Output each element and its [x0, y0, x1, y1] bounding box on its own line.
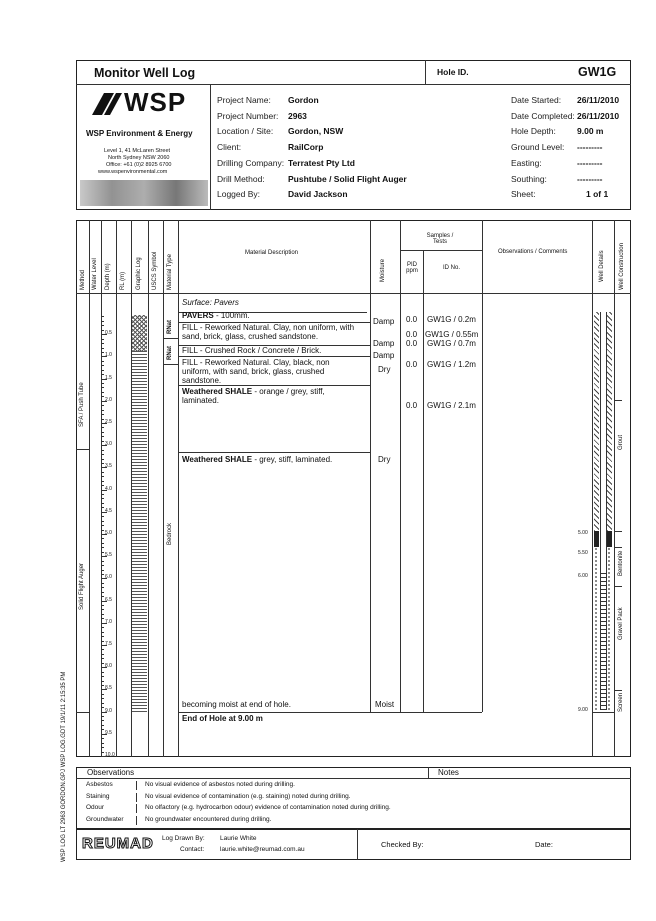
depth-minor-tick	[101, 405, 104, 406]
depth-minor-tick	[101, 627, 104, 628]
col-observations: Observations / Comments	[498, 249, 568, 255]
info-field-value: 26/11/2010	[577, 110, 620, 121]
observation-divider	[136, 793, 137, 802]
project-field-label: Project Number:	[217, 110, 279, 121]
depth-minor-tick	[101, 441, 104, 442]
depth-minor-tick	[101, 641, 104, 642]
info-field-value: 1 of 1	[586, 189, 609, 200]
depth-tick-label: 3.0	[105, 441, 112, 448]
moisture-4: Dry	[378, 365, 391, 374]
info-field-label: Date Completed:	[511, 110, 575, 121]
depth-minor-tick	[101, 339, 104, 340]
depth-minor-tick	[101, 658, 104, 659]
well-grout-left	[594, 312, 599, 531]
desc-pavers: PAVERS - 100mm.	[182, 311, 250, 320]
depth-minor-tick	[101, 609, 104, 610]
observation-divider	[136, 816, 137, 825]
well-bentonite-right	[607, 531, 612, 547]
drawn-by: Laurie White	[220, 835, 257, 842]
well-depth-4: 9.00	[578, 707, 588, 713]
header-photo-strip	[80, 180, 208, 206]
depth-minor-tick	[101, 570, 104, 571]
material-type-2: RNat	[167, 345, 173, 360]
well-depth-3: 6.00	[578, 573, 588, 579]
desc-shale-2: Weathered SHALE - grey, stiff, laminated.	[182, 455, 333, 464]
depth-minor-tick	[101, 694, 104, 695]
depth-minor-tick	[101, 636, 104, 637]
depth-minor-tick	[101, 414, 104, 415]
depth-tick-label: 0.5	[105, 330, 112, 337]
depth-minor-tick	[101, 605, 104, 606]
depth-minor-tick	[101, 343, 104, 344]
project-field-label: Logged By:	[217, 189, 261, 200]
well-label-bentonite: Bentonite	[618, 550, 624, 576]
well-label-screen: Screen	[618, 692, 624, 712]
depth-minor-tick	[101, 583, 104, 584]
col-uscs: USCS Symbol	[152, 251, 158, 290]
project-field-value: Terratest Pty Ltd	[288, 157, 355, 168]
depth-tick-label: 2.0	[105, 396, 112, 403]
depth-minor-tick	[101, 614, 104, 615]
depth-tick-label: 1.5	[105, 374, 112, 381]
depth-minor-tick	[101, 738, 104, 739]
depth-minor-tick	[101, 716, 104, 717]
depth-minor-tick	[101, 392, 104, 393]
depth-tick-label: 8.5	[105, 685, 112, 692]
depth-tick-label: 4.0	[105, 485, 112, 492]
depth-tick-label: 8.0	[105, 663, 112, 670]
sample-id-4: GW1G / 1.2m	[427, 360, 476, 369]
info-field-label: Sheet:	[511, 189, 536, 200]
depth-minor-tick	[101, 485, 104, 486]
info-field-label: Hole Depth:	[511, 126, 556, 137]
wsp-logo	[90, 89, 124, 122]
col-moisture: Moisture	[380, 258, 386, 282]
contact-label: Contact:	[180, 846, 205, 853]
col-well-details: Well Details	[599, 250, 605, 282]
well-grout-right	[607, 312, 612, 531]
depth-minor-tick	[101, 374, 104, 375]
observation-divider	[136, 804, 137, 813]
graphic-shale	[132, 351, 147, 712]
depth-minor-tick	[101, 365, 104, 366]
project-field-value: Gordon, NSW	[288, 126, 344, 137]
pid-3: 0.0	[406, 339, 418, 348]
col-depth: Depth (m)	[105, 263, 111, 290]
side-footer-text: WSP LOG LT 2963 GORDON.GPJ WSP LOG.GDT 19/1/11 2:15:35 PM	[61, 671, 67, 862]
well-bentonite-left	[594, 531, 599, 547]
observations-title: Observations	[87, 768, 135, 777]
depth-minor-tick	[101, 348, 104, 349]
depth-minor-tick	[101, 396, 104, 397]
depth-minor-tick	[101, 707, 104, 708]
col-material-type: Material Type	[167, 254, 173, 290]
depth-minor-tick	[101, 481, 104, 482]
depth-minor-tick	[101, 596, 104, 597]
col-water-level: Water Level	[92, 258, 98, 290]
wsp-logo-text: WSP	[124, 87, 187, 117]
moisture-3: Damp	[373, 351, 395, 360]
depth-minor-tick	[101, 419, 104, 420]
depth-minor-tick	[101, 685, 104, 686]
depth-minor-tick	[101, 565, 104, 566]
observation-label: Groundwater	[86, 815, 124, 823]
hole-id-label: Hole ID.	[437, 67, 469, 77]
col-material-desc: Material Description	[245, 250, 299, 256]
depth-minor-tick	[101, 681, 104, 682]
depth-minor-tick	[101, 459, 104, 460]
info-field-label: Ground Level:	[511, 142, 565, 153]
depth-minor-tick	[101, 427, 104, 428]
observation-label: Staining	[86, 792, 110, 800]
col-well-construction: Well Construction	[619, 243, 625, 290]
depth-minor-tick	[101, 747, 104, 748]
depth-minor-tick	[101, 587, 104, 588]
material-type-1: RNat	[167, 319, 173, 334]
depth-tick-label: 7.0	[105, 618, 112, 625]
project-field-label: Drill Method:	[217, 173, 265, 184]
project-field-label: Client:	[217, 142, 242, 153]
desc-fill-3: FILL - Reworked Natural. Clay, black, non uniform, with sand, brick, glass, crushed sandstone.	[182, 358, 330, 385]
project-field-label: Drilling Company:	[217, 157, 285, 168]
depth-tick-label: 10.0	[105, 752, 115, 758]
surface-label: Surface: Pavers	[182, 298, 239, 307]
graphic-fill	[132, 315, 147, 351]
log-box	[76, 220, 631, 757]
col-id-no: ID No.	[443, 265, 461, 271]
depth-minor-tick	[101, 472, 104, 473]
depth-minor-tick	[101, 516, 104, 517]
project-field-label: Location / Site:	[217, 126, 274, 137]
company-address-1: Level 1, 41 McLaren Street	[104, 148, 171, 154]
observation-text: No visual evidence of asbestos noted during drilling.	[145, 781, 295, 788]
col-method: Method	[80, 269, 86, 290]
depth-minor-tick	[101, 387, 104, 388]
depth-minor-tick	[101, 450, 104, 451]
depth-minor-tick	[101, 552, 104, 553]
depth-minor-tick	[101, 632, 104, 633]
depth-minor-tick	[101, 530, 104, 531]
well-gravel-right	[607, 547, 612, 710]
depth-tick-label: 3.5	[105, 463, 112, 470]
project-field-value: RailCorp	[288, 142, 324, 153]
depth-minor-tick	[101, 316, 104, 317]
pid-1: 0.0	[406, 315, 418, 324]
company-website: www.wspenvironmental.com	[98, 169, 168, 175]
project-field-value: Gordon	[288, 95, 319, 105]
well-depth-1: 5.00	[578, 530, 588, 536]
depth-minor-tick	[101, 321, 104, 322]
observation-text: No groundwater encountered during drilling.	[145, 815, 272, 823]
info-field-value: ---------	[577, 142, 603, 153]
project-field-value: 2963	[288, 110, 307, 121]
col-graphic-log: Graphic Log	[136, 257, 142, 290]
checked-by-label: Checked By:	[381, 840, 424, 849]
depth-minor-tick	[101, 525, 104, 526]
depth-minor-tick	[101, 672, 104, 673]
depth-minor-tick	[101, 663, 104, 664]
depth-tick-label: 9.0	[105, 707, 112, 714]
hole-id: GW1G	[578, 65, 617, 79]
desc-shale-1: Weathered SHALE - orange / grey, stiff, laminated.	[182, 387, 325, 405]
depth-minor-tick	[101, 547, 104, 548]
depth-minor-tick	[101, 543, 104, 544]
info-field-value: 26/11/2010	[577, 95, 620, 105]
project-field-value: Pushtube / Solid Flight Auger	[288, 173, 407, 184]
reumad-logo: REUMAD	[82, 835, 154, 852]
depth-minor-tick	[101, 454, 104, 455]
sample-id-1: GW1G / 0.2m	[427, 315, 476, 324]
depth-tick-label: 7.5	[105, 641, 112, 647]
depth-minor-tick	[101, 410, 104, 411]
depth-tick-label: 6.0	[105, 574, 112, 581]
depth-minor-tick	[101, 330, 104, 331]
well-screen	[601, 570, 606, 710]
observation-divider	[136, 781, 137, 790]
depth-minor-tick	[101, 703, 104, 704]
depth-minor-tick	[101, 592, 104, 593]
depth-minor-tick	[101, 649, 104, 650]
depth-tick-label: 5.5	[105, 552, 112, 559]
col-samples: Samples / Tests	[426, 233, 454, 245]
company-address-3: Office: +61 (0)2 8925 6700	[106, 162, 172, 168]
depth-minor-tick	[101, 383, 104, 384]
contact: laurie.white@reumad.com.au	[220, 846, 305, 853]
moisture-5: Dry	[378, 455, 391, 464]
depth-minor-tick	[101, 370, 104, 371]
depth-minor-tick	[101, 436, 104, 437]
wsp-logo-icon	[90, 89, 124, 117]
depth-minor-tick	[101, 498, 104, 499]
depth-minor-tick	[101, 476, 104, 477]
desc-moist: becoming moist at end of hole.	[182, 700, 291, 709]
material-type-3: Bedrock	[167, 522, 173, 545]
depth-minor-tick	[101, 752, 104, 753]
observation-text: No visual evidence of contamination (e.g. staining) noted during drilling.	[145, 792, 351, 800]
depth-minor-tick	[101, 698, 104, 699]
desc-fill-1: FILL - Reworked Natural. Clay, non uniform, with sand, brick, glass, crushed sandstone.	[182, 323, 355, 341]
depth-minor-tick	[101, 521, 104, 522]
depth-minor-tick	[101, 676, 104, 677]
depth-minor-tick	[101, 538, 104, 539]
depth-minor-tick	[101, 743, 104, 744]
sample-id-3: GW1G / 0.7m	[427, 339, 476, 348]
col-pid: PID ppm	[406, 262, 418, 274]
depth-minor-tick	[101, 507, 104, 508]
sample-id-5: GW1G / 2.1m	[427, 401, 476, 410]
drawn-by-label: Log Drawn By:	[162, 835, 205, 842]
info-field-label: Date Started:	[511, 95, 562, 105]
depth-tick-label: 6.5	[105, 596, 112, 603]
depth-minor-tick	[101, 352, 104, 353]
well-label-grout: Grout	[618, 434, 624, 450]
moisture-2: Damp	[373, 339, 395, 348]
depth-minor-tick	[101, 654, 104, 655]
project-field-value: David Jackson	[288, 189, 348, 200]
date-label: Date:	[535, 840, 553, 849]
depth-minor-tick	[101, 574, 104, 575]
info-field-value: ---------	[577, 157, 603, 168]
notes-title: Notes	[438, 768, 459, 777]
pid-2: 0.0	[406, 330, 418, 339]
col-rl: RL (m)	[120, 271, 126, 290]
depth-tick-label: 4.5	[105, 507, 112, 514]
moisture-6: Moist	[375, 700, 395, 709]
depth-minor-tick	[101, 729, 104, 730]
well-gravel-left	[594, 547, 599, 710]
depth-tick-label: 1.0	[105, 352, 112, 359]
depth-minor-tick	[101, 561, 104, 562]
desc-end: End of Hole at 9.00 m	[182, 714, 263, 723]
moisture-1: Damp	[373, 317, 395, 326]
page-title: Monitor Well Log	[94, 66, 196, 80]
company-name: WSP Environment & Energy	[86, 129, 193, 138]
pid-4: 0.0	[406, 360, 418, 369]
well-depth-2: 5.50	[578, 550, 588, 556]
depth-minor-tick	[101, 432, 104, 433]
sample-id-2: GW1G / 0.55m	[425, 330, 479, 339]
info-field-label: Easting:	[511, 157, 542, 168]
depth-minor-tick	[101, 725, 104, 726]
observation-label: Odour	[86, 804, 105, 811]
depth-minor-tick	[101, 494, 104, 495]
well-label-gravel: Gravel Pack	[618, 607, 624, 640]
observation-label: Asbestos	[86, 781, 113, 788]
info-field-value: 9.00 m	[577, 126, 604, 137]
method-label-2: Solid Flight Auger	[79, 562, 85, 610]
project-field-label: Project Name:	[217, 95, 271, 105]
depth-tick-label: 5.0	[105, 530, 112, 536]
depth-minor-tick	[101, 618, 104, 619]
method-label-1: SFA / Push Tube	[79, 382, 85, 427]
depth-tick-label: 2.5	[105, 419, 112, 425]
depth-minor-tick	[101, 463, 104, 464]
depth-minor-tick	[101, 361, 104, 362]
observation-text: No olfactory (e.g. hydrocarbon odour) evidence of contamination noted during drilling.	[145, 804, 391, 811]
company-address-2: North Sydney NSW 2060	[108, 155, 170, 161]
info-field-value: ---------	[577, 173, 603, 184]
depth-minor-tick	[101, 325, 104, 326]
info-field-label: Southing:	[511, 173, 547, 184]
depth-minor-tick	[101, 720, 104, 721]
pid-5: 0.0	[406, 401, 418, 410]
desc-fill-2: FILL - Crushed Rock / Concrete / Brick.	[182, 346, 322, 355]
depth-tick-label: 9.5	[105, 729, 112, 736]
depth-minor-tick	[101, 503, 104, 504]
